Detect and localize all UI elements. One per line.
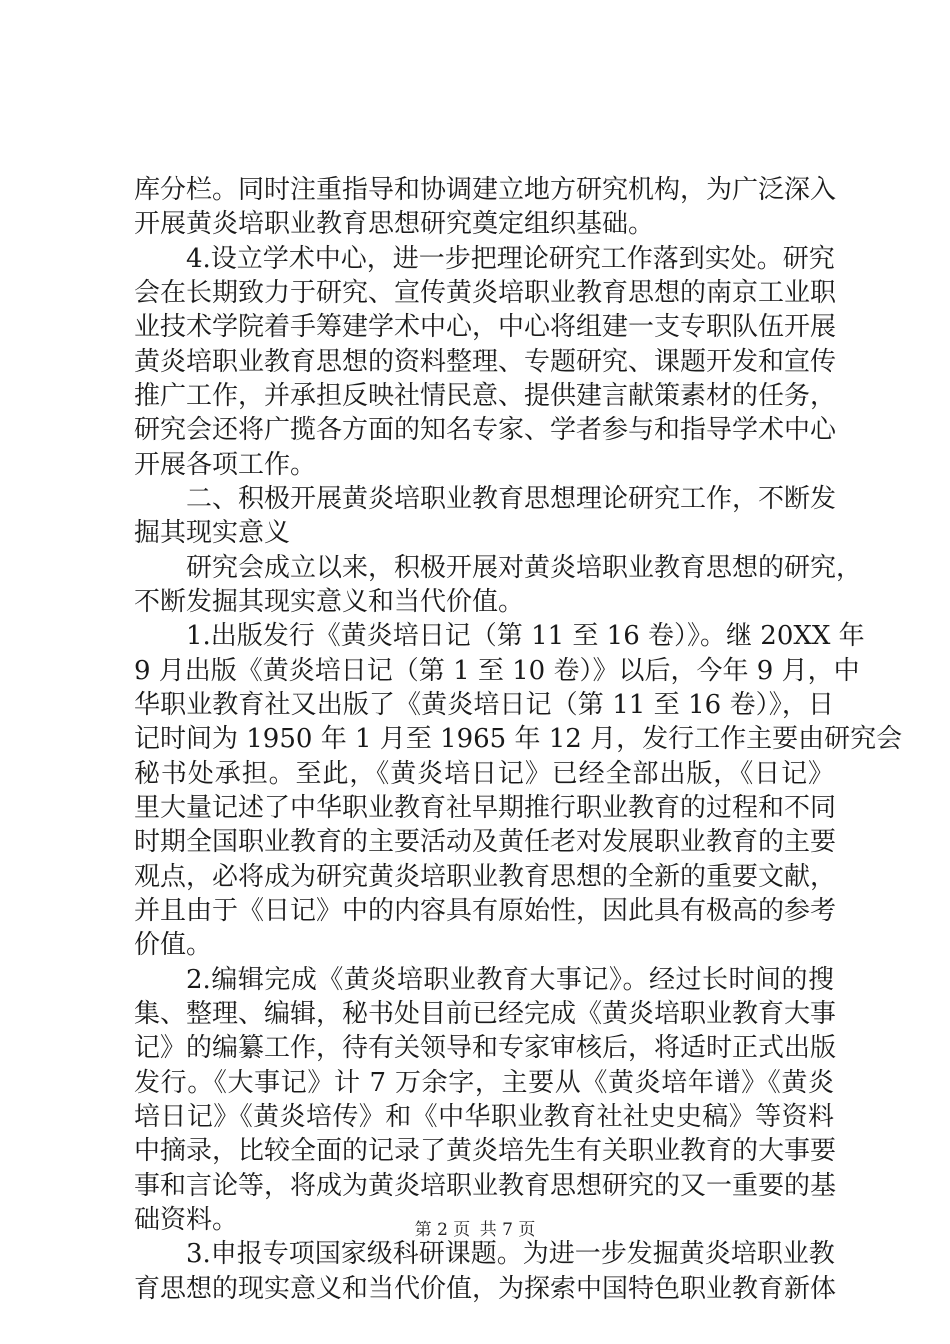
text-line: 开展黄炎培职业教育思想研究奠定组织基础。 bbox=[134, 209, 655, 239]
page-number: 第 2 页 bbox=[414, 1220, 471, 1240]
text-line: 础资料。 bbox=[134, 1205, 239, 1235]
text-line: 9 月出版《黄炎培日记（第 1 至 10 卷）》以后，今年 9 月，中 bbox=[134, 656, 860, 686]
text-line: 里大量记述了中华职业教育社早期推行职业教育的过程和不同 bbox=[134, 793, 837, 823]
text-line: 发行。《大事记》计 7 万余字，主要从《黄炎培年谱》《黄炎 bbox=[134, 1068, 834, 1098]
text-line: 秘书处承担。至此，《黄炎培日记》已经全部出版，《日记》 bbox=[134, 759, 834, 789]
text-line: 3.申报专项国家级科研课题。为进一步发掘黄炎培职业教 bbox=[186, 1239, 835, 1269]
text-line: 会在长期致力于研究、宣传黄炎培职业教育思想的南京工业职 bbox=[134, 278, 837, 308]
text-line: 集、整理、编辑，秘书处目前已经完成《黄炎培职业教育大事 bbox=[134, 999, 837, 1029]
page-footer bbox=[0, 1218, 950, 1242]
text-line: 开展各项工作。 bbox=[134, 450, 317, 480]
text-line: 培日记》《黄炎培传》和《中华职业教育社社史史稿》等资料 bbox=[134, 1102, 834, 1132]
text-line: 时期全国职业教育的主要活动及黄任老对发展职业教育的主要 bbox=[134, 827, 837, 857]
text-line: 记》的编纂工作，待有关领导和专家审核后，将适时正式出版 bbox=[134, 1033, 837, 1063]
text-line: 2.编辑完成《黄炎培职业教育大事记》。经过长时间的搜 bbox=[186, 965, 834, 995]
text-line: 事和言论等，将成为黄炎培职业教育思想研究的又一重要的基 bbox=[134, 1171, 837, 1201]
text-line: 1.出版发行《黄炎培日记（第 11 至 16 卷）》。继 20XX 年 bbox=[186, 621, 865, 651]
text-line: 观点，必将成为研究黄炎培职业教育思想的全新的重要文献， bbox=[134, 862, 837, 892]
section-heading: 二、积极开展黄炎培职业教育思想理论研究工作，不断发 bbox=[186, 484, 837, 514]
text-line: 研究会成立以来，积极开展对黄炎培职业教育思想的研究， bbox=[186, 553, 863, 583]
page-total: 共 7 页 bbox=[479, 1220, 536, 1240]
text-line: 并且由于《日记》中的内容具有原始性，因此具有极高的参考 bbox=[134, 896, 837, 926]
text-line: 记时间为 1950 年 1 月至 1965 年 12 月，发行工作主要由研究会 bbox=[134, 724, 903, 754]
text-line: 业技术学院着手筹建学术中心，中心将组建一支专职队伍开展 bbox=[134, 312, 837, 342]
text-line: 华职业教育社又出版了《黄炎培日记（第 11 至 16 卷）》，日 bbox=[134, 690, 834, 720]
text-line: 推广工作，并承担反映社情民意、提供建言献策素材的任务， bbox=[134, 381, 837, 411]
text-line: 育思想的现实意义和当代价值，为探索中国特色职业教育新体 bbox=[134, 1274, 837, 1304]
text-line: 中摘录，比较全面的记录了黄炎培先生有关职业教育的大事要 bbox=[134, 1136, 837, 1166]
text-line: 黄炎培职业教育思想的资料整理、专题研究、课题开发和宣传 bbox=[134, 347, 837, 377]
text-line: 不断发掘其现实意义和当代价值。 bbox=[134, 587, 525, 617]
text-line: 价值。 bbox=[134, 930, 213, 960]
text-line: 库分栏。同时注重指导和协调建立地方研究机构，为广泛深入 bbox=[134, 175, 837, 205]
section-heading: 掘其现实意义 bbox=[134, 518, 291, 548]
text-line: 研究会还将广揽各方面的知名专家、学者参与和指导学术中心 bbox=[134, 415, 837, 445]
text-line: 4.设立学术中心，进一步把理论研究工作落到实处。研究 bbox=[186, 244, 835, 274]
